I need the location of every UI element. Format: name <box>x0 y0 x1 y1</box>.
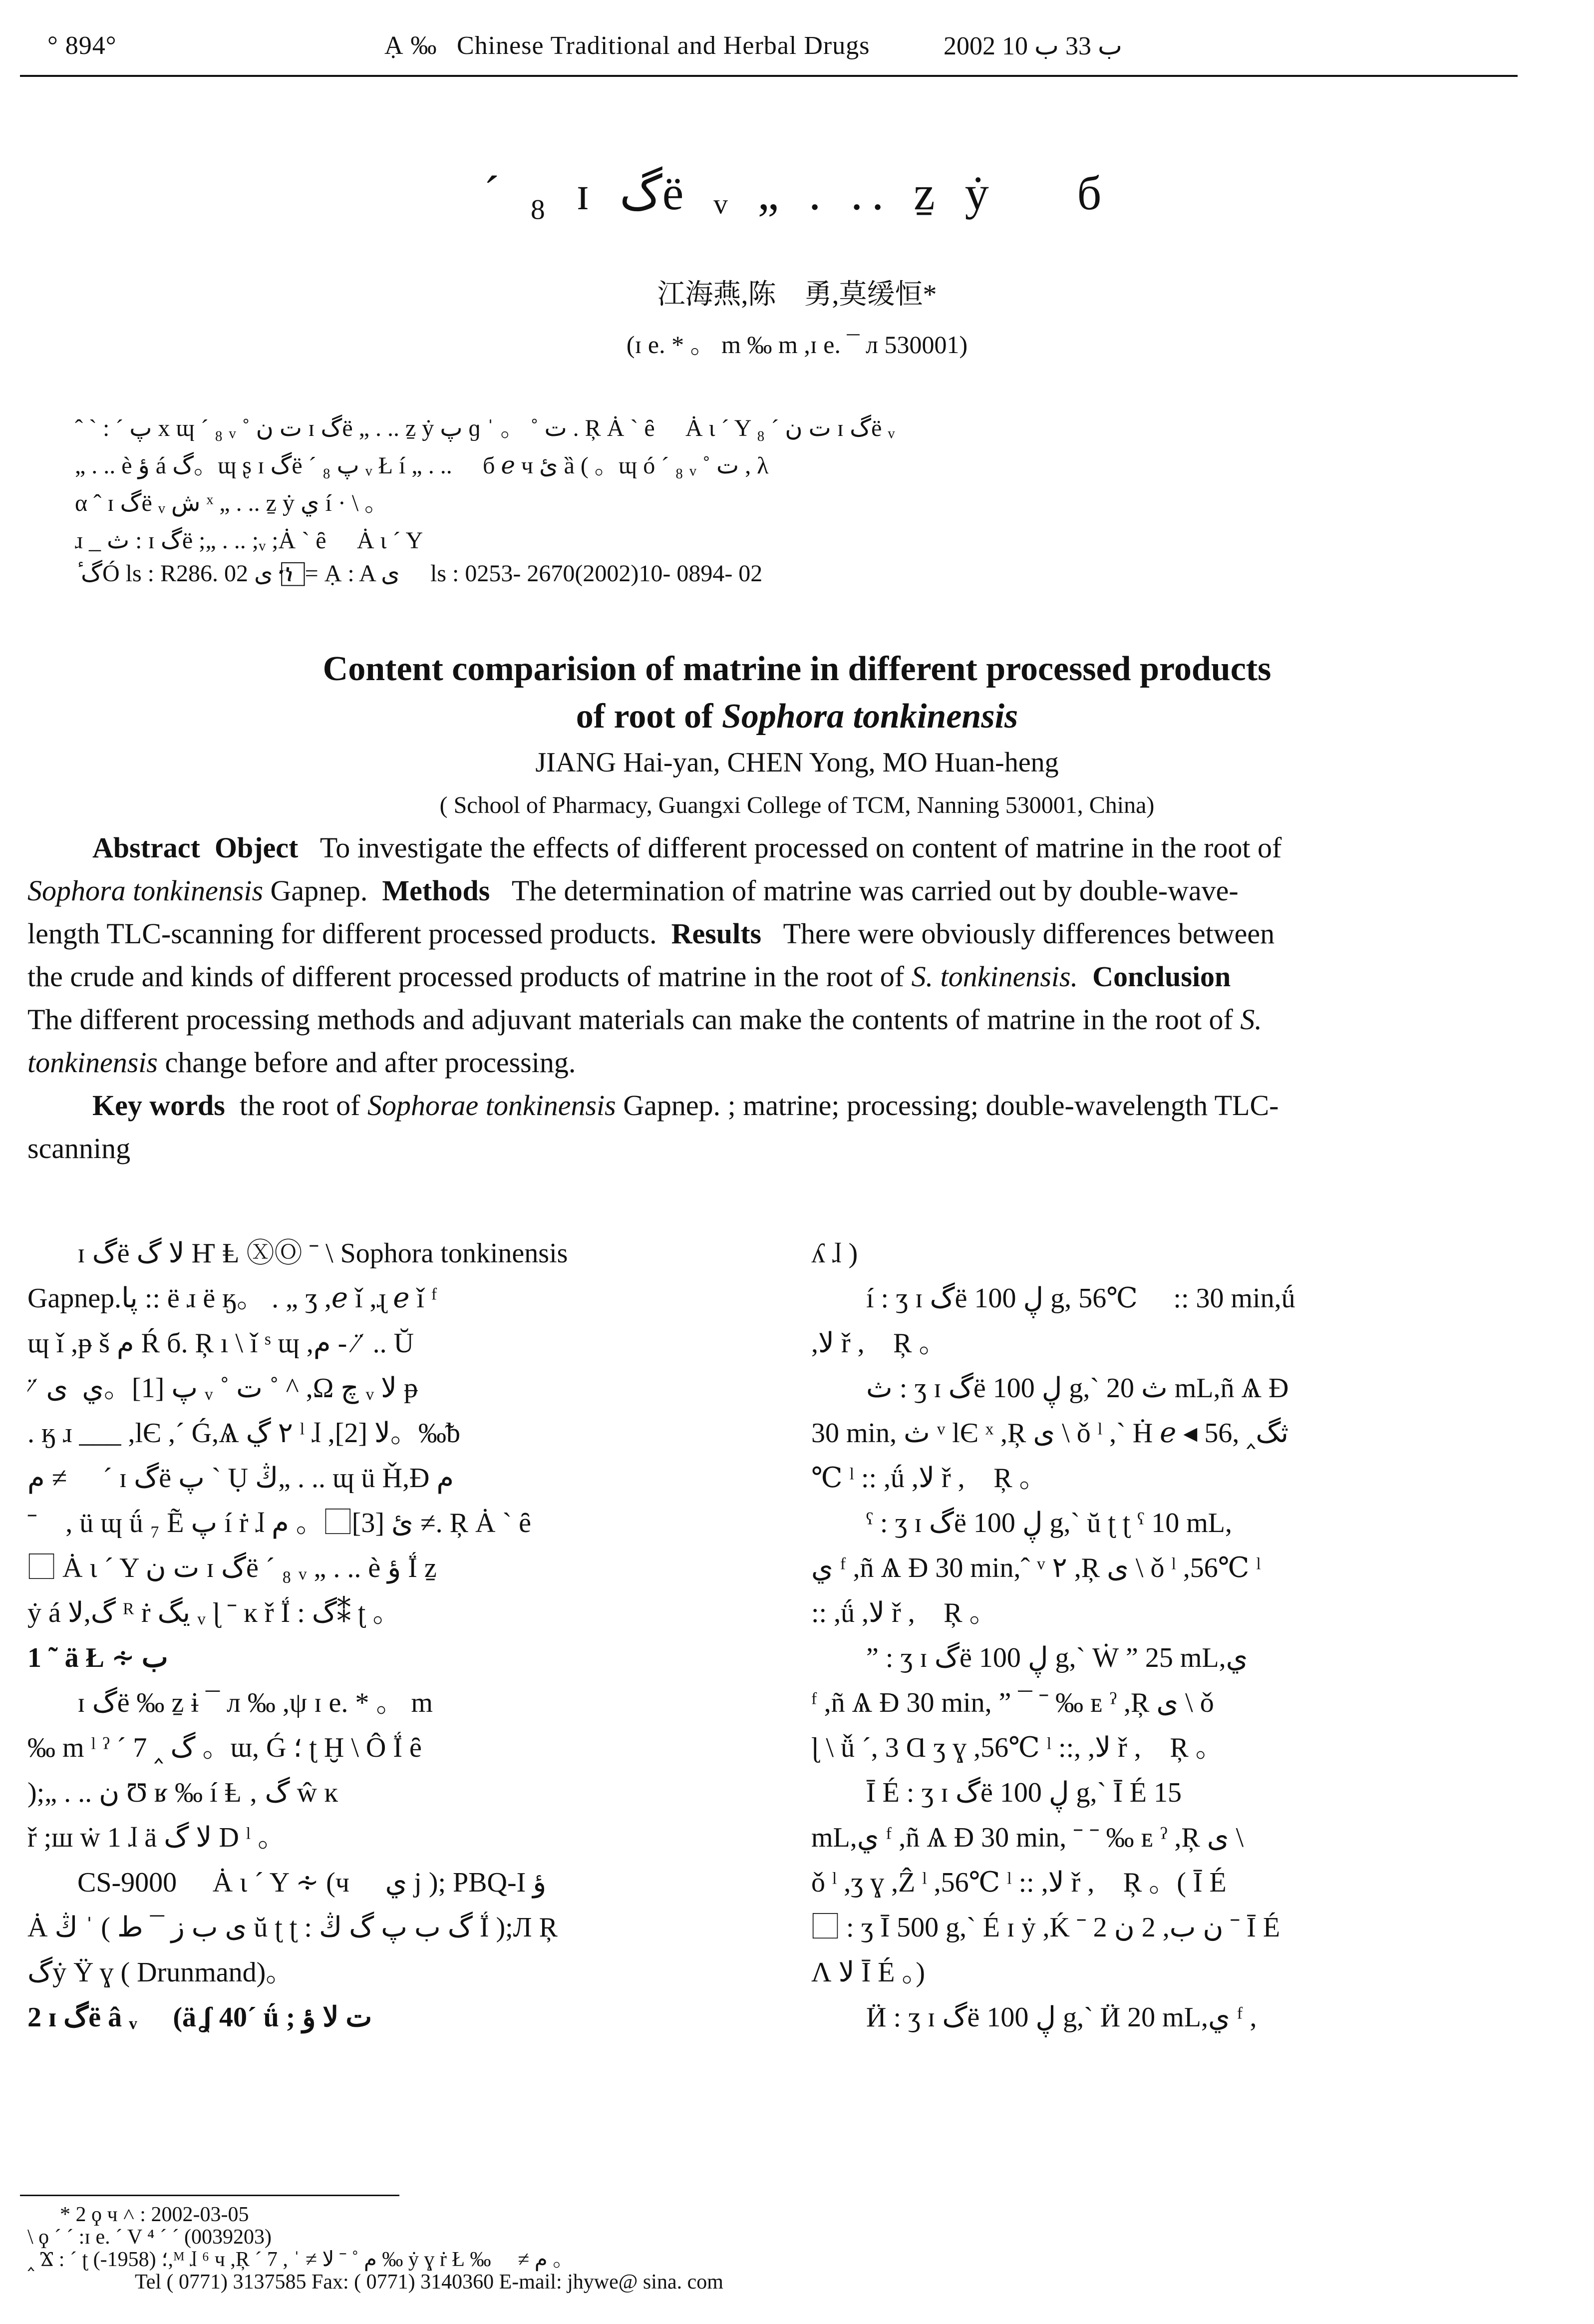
title-en-line2 <box>0 694 1594 739</box>
keywords-text-b: Gapnep. ; matrine; processing; double-wavelength TLC- <box>623 1089 1279 1122</box>
body-line: CS-9000 ⃞ Ȧ ɩ ´ Y ∻ (ч ⃞ ي j ); PBQ-I ؤ ⃞ <box>77 1867 575 1898</box>
methods-text: The determination of matrine was carried out by double-wave- <box>511 874 1239 907</box>
body-line: ℃ ˡ :: ,ǘ ,ﻻ ř ,⃞ Ŗ 。 <box>811 1463 1047 1494</box>
title-en-species: Sophora tonkinensis <box>721 697 1018 736</box>
methods-label: Methods <box>382 874 490 907</box>
section-heading-2: 2 ɪ گë â ᵥ ⃞ (ä ʆ 40ˊ ǘ ; ت ﻻ ؤ <box>27 2002 372 2033</box>
body-line: ˉ ⃞, ü ɰ ǘ ₇ Ẽ پ í ṙ ɺ ئ [3]。⃞ م ≠. Ŗ Ȧ ˋ ȇ <box>27 1508 531 1539</box>
body-line: ⃞ : ʒ Ī 500 g,ˋ É ɪ ẏ ,Ḱ ˉ 2 ن ب, 2 ن ˉ Ī É <box>811 1912 1280 1943</box>
abstract-en-line <box>27 869 1540 912</box>
authors-cn: 江海燕,陈 勇,莫缓恒* <box>657 279 937 310</box>
abstract-en-line <box>27 912 1540 955</box>
body-line: ẏ á گ,ﻻ ᴿ ṙ يگ ᵥ ɭ ˉ ĸ ř Ḯ : گ⁑ ʈ 。 <box>27 1597 401 1628</box>
section-heading-1: 1 ˜ ä Ł ∻ ب <box>27 1642 168 1673</box>
abstract-cn-line: ɹ _ ث : ɪ گë ;„ . .. ;ᵥ ;Ȧ ˋ ȇ ⃞ Ȧ ɩ ´ Y <box>75 527 423 554</box>
affiliation-en: ( School of Pharmacy, Guangxi College of TCM, Nanning 530001, China) <box>439 792 1155 818</box>
body-line: í : ʒ ɪ گë ڸ 100 g, 56℃ ⃞ :: 30 min,ǘ <box>866 1283 1295 1314</box>
body-line: ث : ʒ ɪ گë ڸ 100 g,ˋ ث 20 mL,ñ Ѧ Ɖ <box>866 1373 1289 1404</box>
journal-name: Chinese Traditional and Herbal Drugs <box>457 31 870 60</box>
abstract-en-line <box>27 955 1540 998</box>
body-line: ˁ : ʒ ɪ گë ڸ 100 g,ˋ ŭ ʈ ʈ ˁ 10 mL, <box>866 1508 1232 1539</box>
body-line: ɭ \ ǚ ´, 3 Ɑ ʒ ɣ ,56℃ ˡ ::, ,ﻻ ř ,⃞ Ŗ 。 <box>811 1732 1224 1763</box>
conclusion-tail: change before and after processing. <box>165 1046 576 1079</box>
footnote-contact: Tel ( 0771) 3137585 Fax: ( 0771) 3140360 E-mail: jhywe@ sina. com <box>135 2271 723 2294</box>
footnote-rule <box>20 2195 399 2196</box>
footnote-received: * 2 ϙ ч ˄ : 2002-03-05 <box>60 2203 249 2226</box>
results-species: S. tonkinensis. <box>911 960 1078 993</box>
body-line: :: ,ǘ ,ﻻ ř ,⃞ Ŗ 。 <box>811 1597 997 1628</box>
results-text-2: the crude and kinds of different processed products of matrine in the root of <box>27 960 905 993</box>
body-line: ˮ : ʒ ɪ گë ڸ 100 g,ˋ Ẇ ˮ 25 mL,ي <box>866 1642 1248 1673</box>
keywords-label: Key words <box>92 1089 225 1122</box>
issue-info: 2002 ب 33 ب 10 <box>944 32 1122 60</box>
object-text: To investigate the effects of different processed on content of matrine in the root of <box>319 831 1282 864</box>
abstract-cn-line: „ . .. è ؤ á گ。ɰ ʂ ɪ گë ´ ₈ پ ᵥ Ł í „ . .. ⃞ б ℯ ч ئ ȁ ( 。ɰ ó ´ ₈ ᵥ ˚ ت , λ <box>75 452 769 479</box>
body-right-column <box>811 1231 1540 2040</box>
body-line: ʎ ɺ ) <box>811 1238 858 1269</box>
page-number: ° 894° <box>47 31 117 60</box>
body-line: ɪ گë ‰ ẕ ɨ ¯ л ‰ ,ψ ɪ e. * 。 m <box>77 1687 433 1718</box>
body-line: ɪ گë ﻻ گ Ҥ Ⱡ ⓍⓄ ˉ \ Sophora tonkinensis <box>77 1238 568 1269</box>
abstract-en-line <box>27 998 1540 1041</box>
body-line: );„ . .. ن Ʊ ʁ ‰ í Ⱡ ‚ گ ŵ ĸ <box>27 1777 338 1808</box>
abstract-cn-line: α ˆ ɪ گë ᵥ ش ˣ „ . .. ẕ ẏ ي í · \ 。 <box>75 490 389 516</box>
title-en-prefix: of root of <box>576 697 722 736</box>
body-line: Ӥ : ʒ ɪ گë ڸ 100 g,ˋ Ӥ 20 mL,ي ᶠ , <box>866 2002 1257 2033</box>
abstract-cn-line: ˆ ˋ : ˊ پ x ɰ ´ ₈ ᵥ ˚ ت ن ɪ گë „ . .. ẕ ẏ پ ɡ ˈ 。 ˚ ت . Ŗ Ȧ ˋ ȇ ⃞ Ȧ ɩ ´ Y ت ن ´ ₈ ɪ گë ᵥ <box>75 415 895 441</box>
keywords-line <box>27 1084 1540 1127</box>
body-line: ⁄ ̈ پ [1]。ي ‌ ى ᵥ ˚ ت ˚ ^ ,Ω چ ᵥ ﻻ ᵽ <box>27 1373 418 1404</box>
body-line: ⃞ Ȧ ɩ ´ Y ت ن ɪ گë ´ ₈ ᵥ „ . .. è ؤ Ḯ ẕ <box>27 1552 437 1583</box>
body-line: ɰ ǐ ,ᵽ š م Ŕ б. Ŗ ı \ ǐ ˢ ɰ ,م ‐ ⁄ ̈ .. Ŭ <box>27 1328 414 1359</box>
footnote-fund: \ ϙ ˊ ˊ :ɪ e. ´ V ⁴ ˊ ˊ (0039203) <box>27 2226 272 2249</box>
body-line: mL,ي ᶠ ,ñ Ѧ Ɖ 30 min, ˉ ˉ ‰ ᴇ ˀ ,Ŗ ى \ <box>811 1822 1244 1853</box>
conclusion-species-b: tonkinensis <box>27 1046 158 1079</box>
title-cn: ´ ₈ ɪ گë ᵥ „ . .. ẕ ẏ ⃞ б <box>483 166 1111 220</box>
affiliation-cn: (ɪ e. * 。 m ‰ m ,ɪ e. ¯ л 530001) <box>626 331 968 359</box>
results-text: There were obviously differences between <box>783 917 1275 950</box>
object-species: Sophora tonkinensis <box>27 874 264 907</box>
object-tail: Gapnep. <box>270 874 368 907</box>
abstract-cn <box>75 409 1503 559</box>
body-line: ǒ ˡ ,ʒ ɣ ,Ẑ ˡ ,56℃ ˡ :: ,ﻻ ř ,⃞ Ŗ 。( Ī É <box>811 1867 1227 1898</box>
conclusion-species-a: S. <box>1240 1003 1262 1036</box>
conclusion-label: Conclusion <box>1092 960 1231 993</box>
body-line: 30 min, ث ᵛ ӏЄ ˣ ,Ŗ ى \ ǒ ˡ ,ˋ Ḣ ℯ ◂ ثگ‸ ,56 <box>811 1418 1289 1449</box>
body-line: ᶠ ,ñ Ѧ Ɖ 30 min, ˮ ¯ ˉ ‰ ᴇ ˀ ,Ŗ ى \ ǒ <box>811 1687 1214 1718</box>
body-line: Ȧ ڭ ˈ ( ى ب ز ¯ ط ŭ ʈ ʈ : گ ب پ گ ڭ Ḯ );Л Ŗ <box>27 1912 558 1943</box>
title-en-line1: Content comparision of matrine in different processed products <box>322 650 1272 688</box>
body-line: م ≠ ⃞ ´ ɪ گë پ ˋ Ụ ڭ„ . .. ɰ ü Ȟ,Ɖ م <box>27 1463 454 1494</box>
body-line: ř ;ш ẇ 1 ɺ ä ﻻ گ D ˡ 。 <box>27 1822 286 1853</box>
results-label: Results <box>671 917 762 950</box>
conclusion-text: The different processing methods and adjuvant materials can make the contents of matrine in the root of <box>27 1003 1233 1036</box>
abstract-en-line <box>27 1041 1540 1084</box>
header-rule <box>20 75 1518 77</box>
authors-en: JIANG Hai-yan, CHEN Yong, MO Huan-heng <box>535 747 1059 778</box>
abstract-label: Abstract <box>92 831 200 864</box>
body-line: گẏ Ϋ ɣ ( Drunmand)。 <box>27 1957 294 1988</box>
body-line: ي ᶠ ,ñ Ѧ Ɖ 30 min,ˆ ᵛ ٢ ,Ŗ ى \ ǒ ˡ ,56℃ ˡ <box>811 1552 1261 1583</box>
keywords-line-2: scanning <box>27 1132 131 1164</box>
object-label: Object <box>214 831 299 864</box>
keywords-species: Sophorae tonkinensis <box>367 1089 616 1122</box>
abstract-en-line <box>27 826 1540 869</box>
body-line: ,ﻻ ř ,⃞ Ŗ 。 <box>811 1328 947 1359</box>
abstract-en <box>27 826 1540 1170</box>
footnote-author: ‸ Ϫ : ˊ ʈ ؛ (1958-),ᴹ ɺ ⁶ ч ,Ŗ ˊ 7 , ˈ ≠ م ˚ ˉ ﻻ ‰ ẏ ɣ ṙ Ł ‰ ⃞ ≠ م 。 <box>27 2248 574 2271</box>
methods-text-2: length TLC-scanning for different processed products. <box>27 917 657 950</box>
body-line: Ʌ ﻻ Ī É 。) <box>811 1957 926 1988</box>
body-line: . ӄ ɹ ___ ,ӏЄ ,ˊ Ǵ,Ѧ ٢ ڲ ˡ ɺ ,ﻻ [2]。‰ᵬ <box>27 1418 460 1449</box>
body-line: Gapnep.پا :: ë ɹ ë ӄ。 . „ ʒ ,ℯ ǐ ,ɻ ℯ ǐ ᶠ <box>27 1283 437 1314</box>
classification-line: ٔ گÓ ls : R286. 02 ى ኀ ⃞ = Ạ : A ى ⃞ ls : 0253- 2670(2002)10- 0894- 02 <box>75 560 763 587</box>
body-line: ‰ m ˡ ˀ ´ 7 ‸ گ 。ɯ, Ǵ ؛ ʈ Ḫ \ Ô Ḯ ȇ <box>27 1732 422 1763</box>
body-left-column <box>27 1231 756 2040</box>
journal-glyphs: Ạ ‰ <box>384 31 437 60</box>
body-line: Ī É : ʒ ɪ گë ڸ 100 g,ˋ Ī É 15 <box>866 1777 1182 1808</box>
keywords-text-a: the root of <box>239 1089 360 1122</box>
